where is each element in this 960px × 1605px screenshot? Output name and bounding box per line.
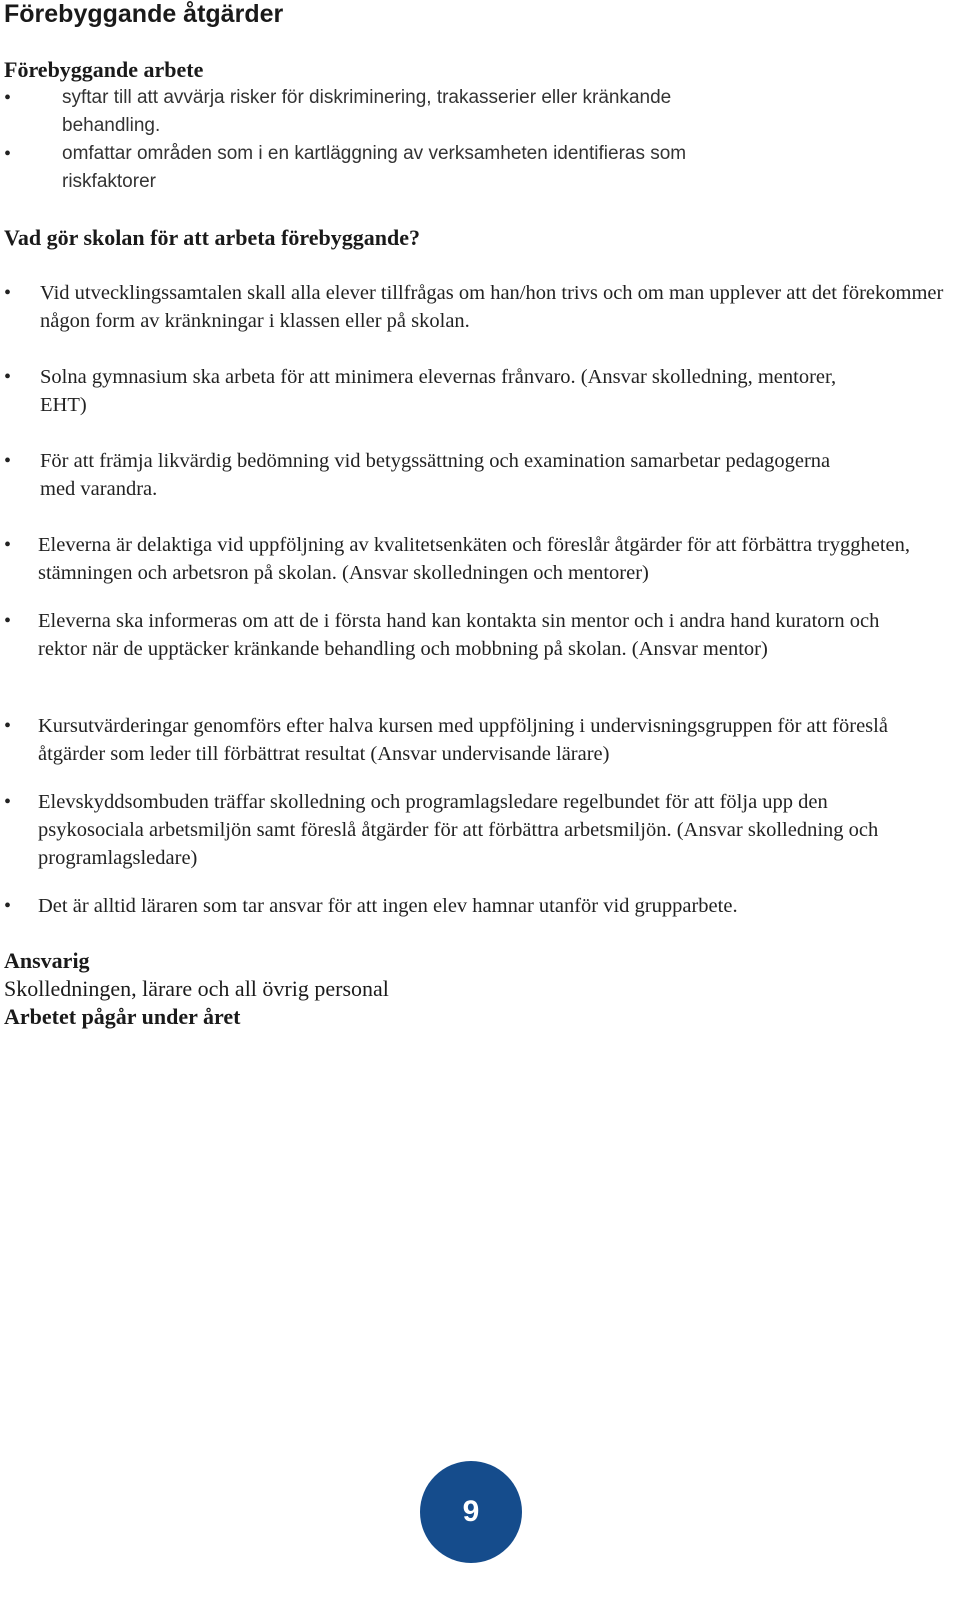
preventive-work-heading: Förebyggande arbete <box>4 57 204 82</box>
list-item-text: Elevskyddsombuden träffar skolledning och programlagsledare regelbundet för att följa upp den psykosociala arbetsmiljön samt föreslå åtgärder för att förbättra arbetsmiljön. (Ansvar skolledning och programlagsledare) <box>38 791 879 869</box>
list-item <box>4 607 918 663</box>
list-item <box>4 712 944 768</box>
list-item-text: Eleverna ska informeras om att de i första hand kan kontakta sin mentor och i andra hand kuratorn och rektor när de upptäcker kränkande behandling och mobbning på skolan. (Ansvar mentor) <box>38 610 880 660</box>
list-item <box>4 279 944 335</box>
bullet-icon: • <box>4 366 12 388</box>
list-item <box>4 892 938 920</box>
list-item <box>4 447 840 503</box>
ongoing-note: Arbetet pågår under året <box>4 1004 241 1029</box>
list-item <box>4 84 702 140</box>
responsible-text: Skolledningen, lärare och all övrig personal <box>4 976 389 1001</box>
page-number: 9 <box>462 1495 480 1528</box>
list-item-text: För att främja likvärdig bedömning vid betygssättning och examination samarbetar pedagogerna med varandra. <box>40 450 831 500</box>
list-item <box>4 531 944 587</box>
list-item-text: omfattar områden som i en kartläggning av verksamheten identifieras som riskfaktorer <box>62 143 687 192</box>
list-item-text: Solna gymnasium ska arbeta för att minimera elevernas frånvaro. (Ansvar skolledning, mentorer, EHT) <box>40 366 837 416</box>
list-item-text: syftar till att avvärja risker för diskriminering, trakasserier eller kränkande behandling. <box>62 87 672 136</box>
bullet-icon: • <box>4 791 12 813</box>
page-title: Förebyggande åtgärder <box>4 0 284 28</box>
school-work-heading: Vad gör skolan för att arbeta förebyggande? <box>4 225 420 250</box>
bullet-icon: • <box>4 610 12 632</box>
list-item <box>4 140 702 196</box>
preventive-work-list <box>4 84 864 196</box>
responsible-heading: Ansvarig <box>4 948 90 973</box>
bullet-icon: • <box>4 450 12 472</box>
list-item-text: Kursutvärderingar genomförs efter halva kursen med uppföljning i undervisningsgruppen för att föreslå åtgärder som leder till förbättrat resultat (Ansvar undervisande lärare) <box>38 715 888 765</box>
list-item-text: Det är alltid läraren som tar ansvar för att ingen elev hamnar utanför vid grupparbete. <box>38 895 738 917</box>
bullet-icon: • <box>4 715 12 737</box>
bullet-icon: • <box>4 282 12 304</box>
list-item-text: Vid utvecklingssamtalen skall alla elever tillfrågas om han/hon trivs och om man upplever att det förekommer någon form av kränkningar i klassen eller på skolan. <box>40 282 944 332</box>
bullet-icon: • <box>4 534 12 556</box>
page-number-badge <box>420 1461 522 1563</box>
bullet-icon: • <box>4 87 12 109</box>
list-item <box>4 363 870 419</box>
list-item-text: Eleverna är delaktiga vid uppföljning av kvalitetsenkäten och föreslår åtgärder för att förbättra tryggheten, stämningen och arbetsron på skolan. (Ansvar skolledningen och mentorer) <box>38 534 911 584</box>
bullet-icon: • <box>4 143 12 165</box>
bullet-icon: • <box>4 895 12 917</box>
list-item <box>4 788 938 872</box>
